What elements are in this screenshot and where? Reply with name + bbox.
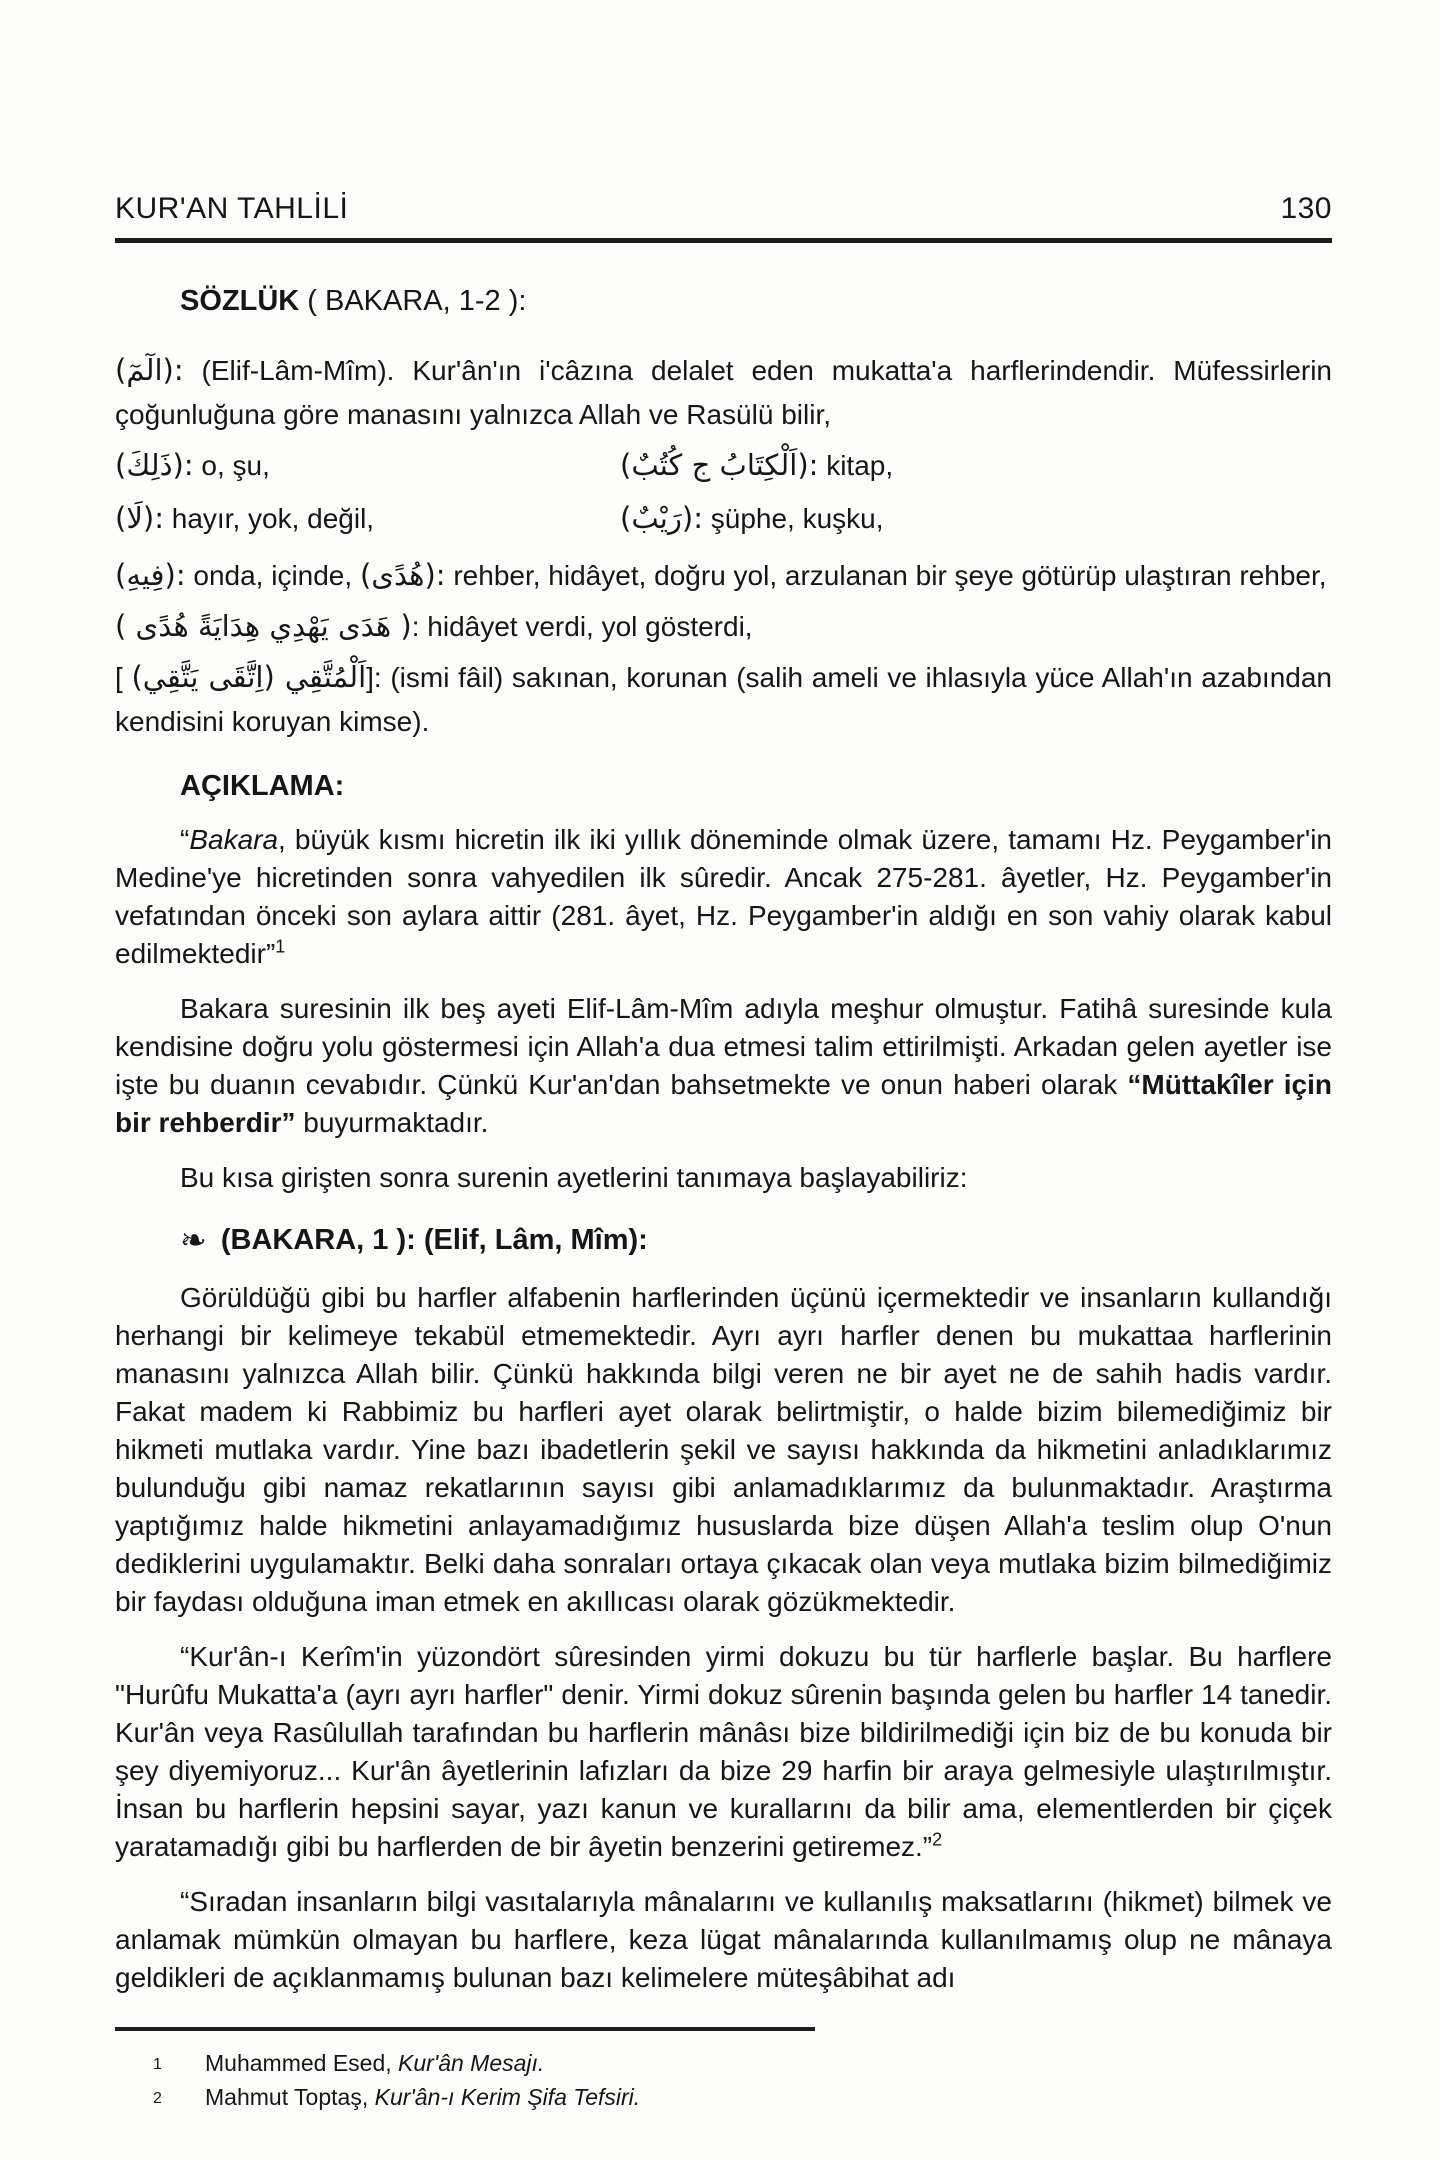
page-number: 130 [1280, 192, 1332, 225]
paragraph-transition: Bu kısa girişten sonra surenin ayetlerini tanımaya başlayabiliriz: [180, 1162, 968, 1193]
paragraph-elif-lam-mim-fame [115, 990, 1332, 1142]
arabic-term: اَلْمُتَّقِي (اِتَّقَى يَتَّقِي) [131, 660, 367, 694]
paragraph-text: Bakara suresinin ilk beş ayeti Elif-Lâm-Mîm adıyla meşhur olmuştur. Fatihâ suresinde kula kendisine doğru yolu göstermesi için Allah'a dua etmesi talim ettirilmişti. Arkadan gelen ayetler ise işte bu duanın cevabıdır. Çünkü Kur'an'dan bahsetmekte ve onun haberi olarak [115, 993, 1332, 1100]
emphasized-quote: “Müttakîler için bir rehberdir” [115, 1069, 1333, 1138]
term-definition: kitap, [818, 450, 894, 481]
header-rule [115, 238, 1332, 243]
glossary-row-1 [115, 443, 1332, 488]
paragraph-bakara-intro [115, 821, 1332, 973]
sura-name-italic: Bakara [189, 824, 279, 855]
paragraph-text: “Kur'ân-ı Kerîm'in yüzondört sûresinden yirmi dokuzu bu tür harflerle başlar. Bu harflere "Hurûfu Mukatta'a (ayrı ayrı harfler" denir. Yirmi dokuz sûrenin başında gelen bu harfler 14 tanedir. Kur'ân veya Rasûlullah tarafından bu harflerin mânâsı bize bildirilmediği için biz de bu konuda bir şey diyemiyoruz... Kur'ân âyetlerinin lafızları da bize 29 harfin bir araya gelmesiyle ulaştırılmıştır. İnsan bu harflerin hepsini sayar, yazı kanun ve kurallarını da bilir ama, elementlerden bir çiçek yaratamadığı gibi bu harflerden de bir âyetin benzerini getiremez.” [115, 1641, 1332, 1862]
arabic-term: (لَا): [115, 501, 164, 535]
footnote-title: Kur'ân Mesajı. [398, 2050, 545, 2076]
term-definition: hayır, yok, değil, [163, 503, 375, 534]
footnote-author: Muhammed Esed, [205, 2050, 399, 2076]
footnote-author: Mahmut Toptaş, [205, 2084, 375, 2110]
term-definition: (Elif-Lâm-Mîm). Kur'ân'ın i'câzına delalet eden mukatta'a harflerindendir. Müfessirlerin çoğunluğuna göre manasını yalnızca Allah ve Rasülü bilir, [115, 355, 1332, 430]
glossary-entry-hada [115, 604, 1332, 649]
glossary-entry-zalike [115, 443, 620, 488]
glossary-entry-elif-lam-mim [115, 348, 1332, 437]
term-definition: : hidâyet verdi, yol gösterdi, [411, 611, 753, 642]
arabic-term: (ذَلِكَ): [115, 448, 194, 482]
arabic-term: (رَيْبٌ): [620, 501, 703, 535]
footnote-2 [115, 2081, 1332, 2115]
footnote-marker-1: 1 [275, 936, 286, 957]
arabic-term: (اَلْكِتَابُ ج كُتُبٌ): [620, 448, 819, 482]
verse-heading-text: (BAKARA, 1 ): (Elif, Lâm, Mîm): [212, 1224, 648, 1256]
footnote-1 [115, 2047, 1332, 2081]
term-definition: şüphe, kuşku, [702, 503, 884, 534]
paragraph-mukattaa-explanation: Görüldüğü gibi bu harfler alfabenin harflerinden üçünü içermektedir ve insanların kullandığı herhangi bir kelimeye tekabül etmemektedir. Ayrı ayrı harfler denen bu mukattaa harflerinin manasını yalnızca Allah bilir. Çünkü hakkında bilgi veren ne bir ayet ne de sahih hadis vardır. Fakat madem ki Rabbimiz bu harfleri ayet olarak belirtmiştir, o halde bizim bilemediğimiz bir hikmeti mutlaka vardır. Yine bazı ibadetlerin şekil ve sayısı hakkında da hikmetini anladıklarımız bulunduğu gibi namaz rekatlarının sayısı gibi anlamadıklarımız da bulunmaktadır. Araştırma yaptığımız halde hikmetini anlayamadığımız hususlarda bize düşen Allah'a teslim olup O'nun dediklerini uygulamaktır. Belki daha sonraları ortaya çıkacak olan veya mutlaka bizim bilmediğimiz bir faydası olduğuna iman etmek en akıllıcası olarak gözükmektedir. [115, 1282, 1332, 1617]
bracket: [ [115, 662, 132, 693]
footnote-rule [115, 2027, 815, 2031]
footnote-marker-2: 2 [932, 1829, 943, 1850]
running-title: KUR'AN TAHLİLİ [115, 192, 349, 225]
footnote-number: 2 [153, 2090, 162, 2107]
page-header [115, 192, 1332, 226]
explanation-heading: AÇIKLAMA: [180, 770, 345, 802]
glossary-entry-fihi-huda [115, 553, 1332, 598]
paragraph-text: , büyük kısmı hicretin ilk iki yıllık döneminde olmak üzere, tamamı Hz. Peygamber'in Medine'ye hicretinden sonra vahyedilen ilk sûredir. Ancak 275-281. âyetler, Hz. Peygamber'in vefatından önceki son aylara aittir (281. âyet, Hz. Peygamber'in aldığı en son vahiy olarak kabul edilmektedir” [115, 824, 1332, 969]
term-definition: rehber, hidâyet, doğru yol, arzulanan bir şeye götürüp ulaştıran rehber, [445, 560, 1327, 591]
paragraph-mutesabihat: “Sıradan insanların bilgi vasıtalarıyla mânalarını ve kullanılış maksatlarını (hikmet) bilmek ve anlamak mümkün olmayan bu harflere, keza lügat mânalarında kullanılmamış olup ne mânaya geldikleri de açıklanmamış bulunan bazı kelimelere müteşâbihat adı [115, 1886, 1332, 1993]
arabic-term: (هُدًى): [359, 558, 446, 592]
verse-heading [180, 1221, 1332, 1259]
term-definition: (ismi fâil) sakınan, korunan (salih ameli ve ihlasıyla yüce Allah'ın azabından kendisini koruyan kimse). [115, 662, 1332, 737]
footnote-number: 1 [153, 2056, 162, 2073]
quote-mark: “ [180, 824, 190, 855]
term-definition: onda, içinde, [185, 560, 360, 591]
glossary-entry-rayb [620, 496, 1332, 541]
glossary-entry-muttaki [115, 655, 1332, 744]
glossary-row-2 [115, 496, 1332, 541]
glossary-entry-kitab [620, 443, 1332, 488]
arabic-term: (الٓمٓ): [115, 353, 184, 387]
footnote-text [205, 2047, 544, 2081]
glossary-heading [180, 285, 1332, 318]
arabic-term: ( هَدَى يَهْدِي هِدَايَةً هُدًى ) [115, 609, 412, 643]
glossary-heading-title: SÖZLÜK [180, 285, 300, 317]
footnote-title: Kur'ân-ı Kerim Şifa Tefsiri. [374, 2084, 641, 2110]
glossary-heading-ref: ( BAKARA, 1-2 ): [299, 285, 527, 317]
paragraph-text: buyurmaktadır. [295, 1107, 489, 1138]
glossary-entry-la [115, 496, 620, 541]
bracket: ]: [366, 662, 382, 693]
footnote-text [205, 2081, 640, 2115]
fleuron-ornament-icon: ❧ [180, 1221, 207, 1259]
paragraph-quote-29-suras [115, 1638, 1332, 1866]
term-definition: o, şu, [193, 450, 270, 481]
arabic-term: (فِيهِ): [115, 558, 186, 592]
